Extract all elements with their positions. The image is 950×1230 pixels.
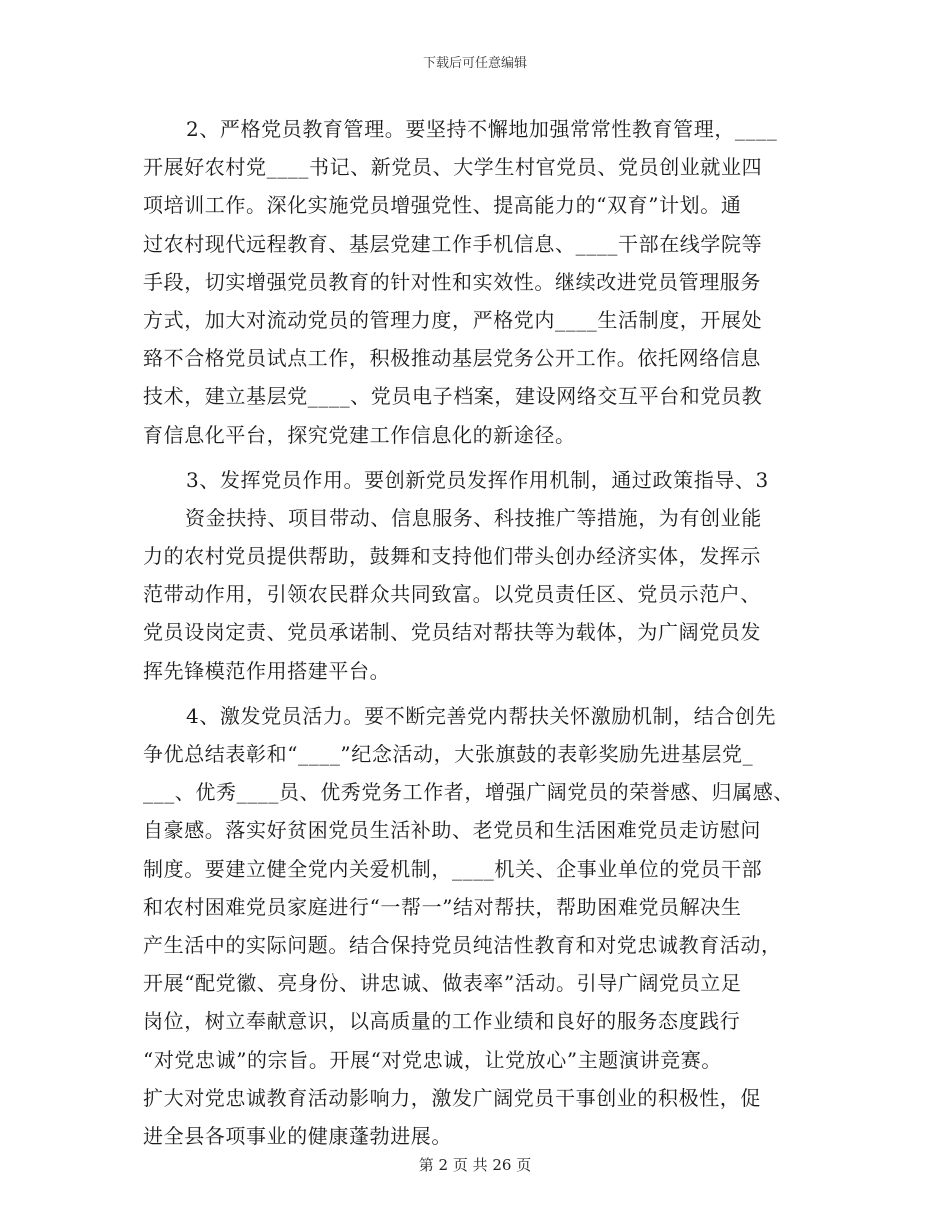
text-line: “对党忠诚”的宗旨。开展“对党忠诚，让党放心”主题演讲竞赛。 — [143, 1047, 722, 1072]
text-line: 方式，加大对流动党员的管理力度，严格党内____生活制度，开展处 — [143, 307, 763, 332]
text-line: 争优总结表彰和“____”纪念活动，大张旗鼓的表彰奖励先进基层党_ — [143, 742, 754, 766]
text-line: 育信息化平台，探究党建工作信息化的新途径。 — [143, 422, 576, 447]
text-line: 2、严格党员教育管理。要坚持不懈地加强常常性教育管理，____ — [186, 117, 778, 141]
text-line: 挥先锋模范作用搭建平台。 — [143, 658, 391, 683]
paragraph-2 — [143, 110, 823, 454]
text-line: 制度。要建立健全党内关爱机制，____机关、企事业单位的党员干部 — [143, 856, 763, 881]
text-line: 开展“配党徽、亮身份、讲忠诚、做表率”活动。引导广阔党员立足 — [143, 971, 742, 996]
page-header: 下载后可任意编辑 — [422, 56, 527, 71]
text-line: 力的农村党员提供帮助，鼓舞和支持他们带头创办经济实体，发挥示 — [143, 544, 761, 569]
text-line: 进全县各项事业的健康蓬勃进展。 — [143, 1123, 452, 1148]
document-body — [143, 110, 823, 1155]
text-line: 产生活中的实际问题。结合保持党员纯洁性教育和对党忠诚教育活动， — [143, 932, 782, 957]
text-line: 岗位，树立奉献意识，以高质量的工作业绩和良好的服务态度践行 — [143, 1009, 741, 1034]
text-line: 臵不合格党员试点工作，积极推动基层党务公开工作。依托网络信息 — [143, 346, 761, 371]
text-line: 资金扶持、项目带动、信息服务、科技推广等措施，为有创业能 — [185, 505, 762, 530]
text-line: 技术，建立基层党____、党员电子档案，建设网络交互平台和党员教 — [143, 384, 763, 409]
text-line: 扩大对党忠诚教育活动影响力，激发广阔党员干事创业的积极性，促 — [143, 1085, 761, 1110]
paragraph-3 — [143, 461, 823, 690]
text-line: 范带动作用，引领农民群众共同致富。以党员责任区、党员示范户、 — [143, 582, 761, 607]
text-line: 开展好农村党____书记、新党员、大学生村官党员、党员创业就业四 — [143, 155, 763, 180]
text-line: 3、发挥党员作用。要创新党员发挥作用机制，通过政策指导、3 — [186, 467, 769, 492]
text-line: 手段，切实增强党员教育的针对性和实效性。继续改进党员管理服务 — [143, 269, 761, 294]
text-line: ___、优秀____员、优秀党务工作者，增强广阔党员的荣誉感、归属感、 — [143, 780, 794, 805]
paragraph-4 — [143, 697, 823, 1155]
text-line: 自豪感。落实好贫困党员生活补助、老党员和生活困难党员走访慰问 — [143, 818, 761, 843]
text-line: 4、激发党员活力。要不断完善党内帮扶关怀激励机制，结合创先 — [186, 703, 777, 728]
text-line: 过农村现代远程教育、基层党建工作手机信息、____干部在线学院等 — [143, 231, 763, 256]
page-number: 第 2 页 共 26 页 — [418, 1156, 532, 1174]
text-line: 项培训工作。深化实施党员增强党性、提高能力的“双育”计划。通 — [143, 193, 742, 218]
text-line: 党员设岗定责、党员承诺制、党员结对帮扶等为载体，为广阔党员发 — [143, 620, 761, 645]
text-line: 和农村困难党员家庭进行“一帮一”结对帮扶，帮助困难党员解决生 — [143, 894, 742, 919]
